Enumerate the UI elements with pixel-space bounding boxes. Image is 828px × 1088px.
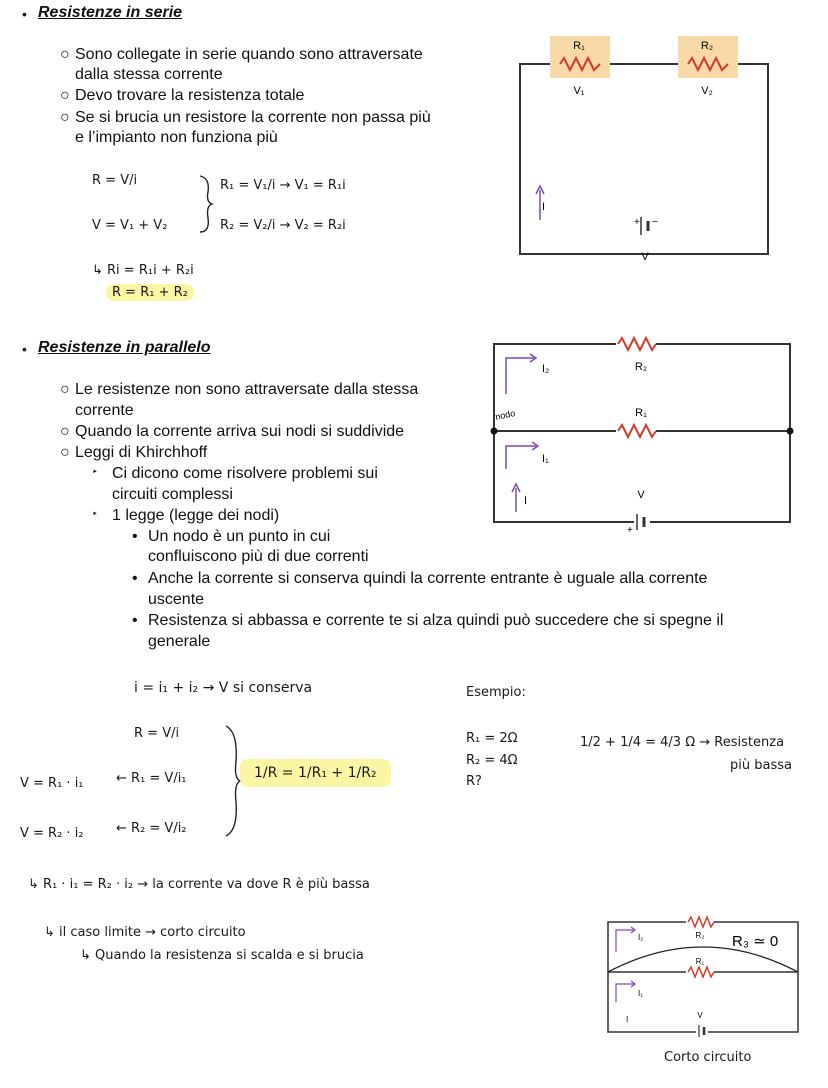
short-circuit-diagram	[604, 912, 804, 1038]
node-right	[787, 428, 794, 435]
hw-note: ↳ R₁ · i₁ = R₂ · i₂ → la corrente va dove R è più bassa	[28, 877, 370, 892]
hw-brace	[196, 172, 216, 236]
section-bullet: •	[22, 341, 27, 357]
label-v1: V₁	[573, 85, 585, 97]
bullet-circle: ○	[60, 423, 70, 440]
bullet-circle: ○	[60, 381, 70, 398]
parallel-subsub: uscente	[148, 591, 205, 608]
current-arrow-i1	[506, 446, 536, 469]
section-bullet: •	[22, 6, 27, 22]
parallel-subsub: Resistenza si abbassa e corrente te si alza quindi può succedere che si spegne il	[148, 612, 724, 629]
label-current: I	[542, 201, 546, 213]
label-i: I	[524, 495, 528, 507]
hw-example-title: Esempio:	[466, 685, 526, 700]
node-left	[491, 428, 498, 435]
label-i1: I₁	[542, 453, 549, 465]
parallel-point: Leggi di Khirchhoff	[75, 444, 208, 461]
hw-formula: V = R₂ · i₂	[20, 826, 84, 841]
hw-formula: R = V/i	[92, 173, 138, 188]
hw-note: ↳ il caso limite → corto circuito	[44, 925, 246, 940]
bullet-dot: •	[132, 528, 138, 545]
parallel-sub: Ci dicono come risolvere problemi sui	[112, 465, 378, 482]
parallel-subsub: confluiscono più di due correnti	[148, 548, 369, 565]
hw-formula: R₂ = V₂/i → V₂ = R₂i	[220, 218, 346, 233]
bullet-circle: ○	[60, 444, 70, 461]
hw-example: R₁ = 2Ω	[466, 731, 518, 746]
label-plus: +	[627, 525, 633, 534]
label-v2: V₂	[701, 85, 713, 97]
parallel-subsub: generale	[148, 633, 211, 650]
hw-example: R?	[466, 774, 482, 789]
bullet-dot: •	[132, 570, 138, 587]
label-minus: −	[652, 217, 658, 228]
label-i1: I₁	[638, 989, 643, 998]
series-heading: Resistenze in serie	[38, 4, 183, 21]
label-r1: R₁	[573, 40, 585, 52]
parallel-point: Le resistenze non sono attraversate dalla stessa	[75, 381, 419, 398]
bullet-triangle: ‣	[92, 467, 98, 478]
hw-formula: ← R₁ = V/i₁	[116, 771, 187, 786]
hw-example-result: 1/2 + 1/4 = 4/3 Ω → Resistenza	[580, 735, 785, 750]
current-arrow-i2	[506, 358, 534, 394]
hw-note: ↳ Quando la resistenza si scalda e si brucia	[80, 948, 364, 963]
hw-example-result: più bassa	[730, 758, 792, 773]
label-i2: I₂	[638, 933, 644, 942]
label-node: nodo	[494, 408, 517, 422]
label-voltage: V	[641, 251, 649, 263]
parallel-subsub: Anche la corrente si conserva quindi la corrente entrante è uguale alla corrente	[148, 570, 708, 587]
bullet-circle: ○	[60, 46, 70, 63]
label-r2: R₂	[634, 361, 648, 373]
hw-caption: Corto circuito	[664, 1050, 752, 1065]
label-i2: I₂	[542, 363, 550, 375]
label-r2: R₂	[700, 40, 714, 52]
hw-formula: ↳ Ri = R₁i + R₂i	[92, 263, 194, 278]
label-r3: R₃ ≃ 0	[732, 933, 779, 950]
label-i: I	[626, 1015, 629, 1024]
hw-example: R₂ = 4Ω	[466, 753, 518, 768]
label-plus: +	[634, 217, 640, 228]
label-r1: R₁	[695, 957, 705, 966]
bullet-dot: •	[132, 612, 138, 629]
bullet-circle: ○	[60, 87, 70, 104]
parallel-circuit-diagram	[486, 334, 798, 534]
series-point: dalla stessa corrente	[75, 66, 223, 83]
label-r2: R₂	[695, 931, 705, 940]
parallel-heading: Resistenze in parallelo	[38, 339, 211, 356]
series-circuit-diagram	[510, 30, 780, 270]
hw-formula: R = V/i	[134, 726, 180, 741]
series-point: e l’impianto non funziona più	[75, 129, 278, 146]
series-point: Sono collegate in serie quando sono attraversate	[75, 46, 423, 63]
hw-formula: V = V₁ + V₂	[92, 218, 168, 233]
hw-highlighted-formula: R = R₁ + R₂	[106, 284, 194, 301]
hw-highlighted-formula: 1/R = 1/R₁ + 1/R₂	[240, 759, 391, 787]
hw-formula: R₁ = V₁/i → V₁ = R₁i	[220, 178, 346, 193]
parallel-point: Quando la corrente arriva sui nodi si suddivide	[75, 423, 405, 440]
label-r1: R₁	[635, 407, 647, 419]
series-point: Se si brucia un resistore la corrente non passa più	[75, 109, 431, 126]
label-voltage: V	[697, 1011, 703, 1020]
hw-formula: V = R₁ · i₁	[20, 776, 84, 791]
parallel-sub: circuiti complessi	[112, 486, 233, 503]
parallel-subsub: Un nodo è un punto in cui	[148, 528, 331, 545]
parallel-sub: 1 legge (legge dei nodi)	[112, 507, 280, 524]
hw-formula: i = i₁ + i₂ → V si conserva	[134, 680, 313, 696]
bullet-triangle: ‣	[92, 509, 98, 520]
series-point: Devo trovare la resistenza totale	[75, 87, 305, 104]
label-voltage: V	[637, 489, 645, 501]
hw-formula: ← R₂ = V/i₂	[116, 821, 187, 836]
bullet-circle: ○	[60, 109, 70, 126]
parallel-point: corrente	[75, 402, 134, 419]
